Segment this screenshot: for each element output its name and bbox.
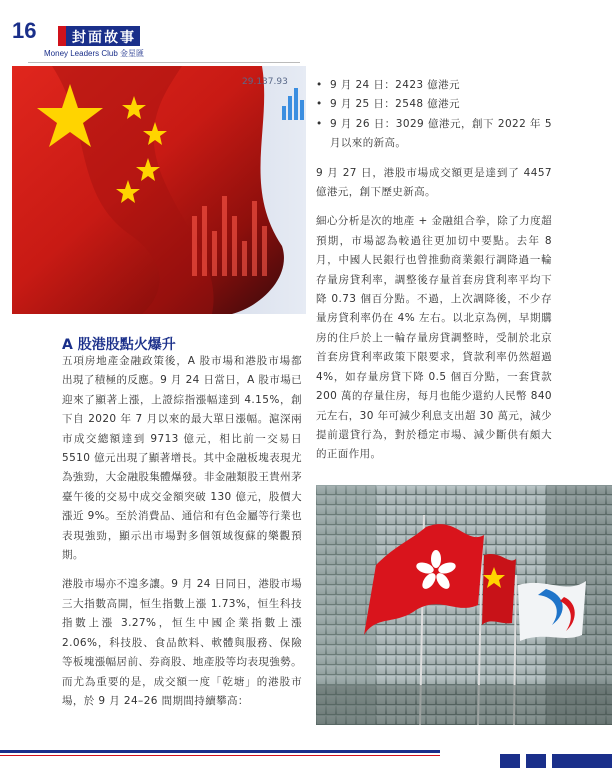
- paragraph: 五項房地產金融政策後，A 股市場和港股市場都出現了積極的反應。9 月 24 日當日，A 股市場已迎來了顯著上漲，上證綜指漲幅達到 4.15%，創下自 2020 年 7 月以來的最大單日漲幅。滬深兩市成交總額達到 9713 億元，相比前一交易日 5510 億元出現了顯著增長。其中金融板塊表現尤為強勁，大金融股集體爆發。非金融類股王貴州茅臺午後的交易中成交金額突破 130 億元，股價大漲近 9%。至於消費品、通信和有色金屬等行業也表現強勁，顯示出市場對多個領域復蘇的樂觀預期。: [62, 355, 302, 562]
- footer-block: [552, 754, 612, 768]
- footer-block: [526, 754, 546, 768]
- list-item: • 9 月 25 日：2548 億港元: [316, 95, 552, 114]
- left-column: [62, 352, 302, 721]
- article-heading: A 股港股點火爆升: [62, 337, 176, 353]
- list-item: • 9 月 24 日：2423 億港元: [316, 76, 552, 95]
- footer-rule: [0, 750, 440, 753]
- turnover-list: [316, 76, 552, 154]
- club-name: Money Leaders Club 金星匯: [44, 49, 145, 58]
- footer-rule-accent: [0, 755, 440, 756]
- paragraph: 9 月 27 日，港股市場成交額更是達到了 4457 億港元，創下歷史新高。: [316, 166, 552, 199]
- right-column: [316, 76, 552, 475]
- section-title: 封面故事: [72, 30, 136, 46]
- header-rule: [28, 62, 300, 63]
- page-number: 16: [12, 18, 37, 43]
- ticker-number: 29.137.93: [242, 77, 288, 87]
- paragraph: 細心分析是次的地產 + 金融組合拳，除了力度超預期，市場認為較過往更加切中要點。去年 8 月，中國人民銀行也曾推動商業銀行調降過一輪存量房貸利率，調整後存量首套房貸利率平均下降 0.73 個百分點。不過，上次調降後，不少存量房貸利率仍在 4% 左右。以北京為例，早期購房的住戶於上一輪存量房貸調整時，受制於北京首套房貸利率政策下限要求，貸款利率仍然超過 4%，如存量房貸下降 0.5 個百分點，一套貸款 200 萬的存量住房，每月也能少還約人民幣 840 元左右，30 年可減少利息支出超 30 萬元，減少提前還貸行為，對於穩定市場、減少斷供有頗大的正面作用。: [316, 215, 552, 461]
- paragraph: 港股市場亦不遑多讓。9 月 24 日同日，港股市場三大指數高開，恒生指數上漲 1.73%，恒生科技指數上漲 3.27%，恒生中國企業指數上漲 2.06%，科技股、食品飲料、軟體與服務、保險等板塊漲幅居前、券商股、地產股等均表現強勢。而尤為重要的是，成交額一度「乾塘」的港股市場，於 9 月 24–26 間期間持續攀高：: [62, 578, 302, 707]
- china-flag-photo: [12, 66, 306, 314]
- list-item: • 9 月 26 日：3029 億港元，創下 2022 年 5 月以來的新高。: [316, 115, 552, 154]
- section-badge-accent: [58, 26, 66, 46]
- hk-flags-photo: [316, 485, 612, 725]
- footer-block: [500, 754, 520, 768]
- page-header: [0, 0, 612, 66]
